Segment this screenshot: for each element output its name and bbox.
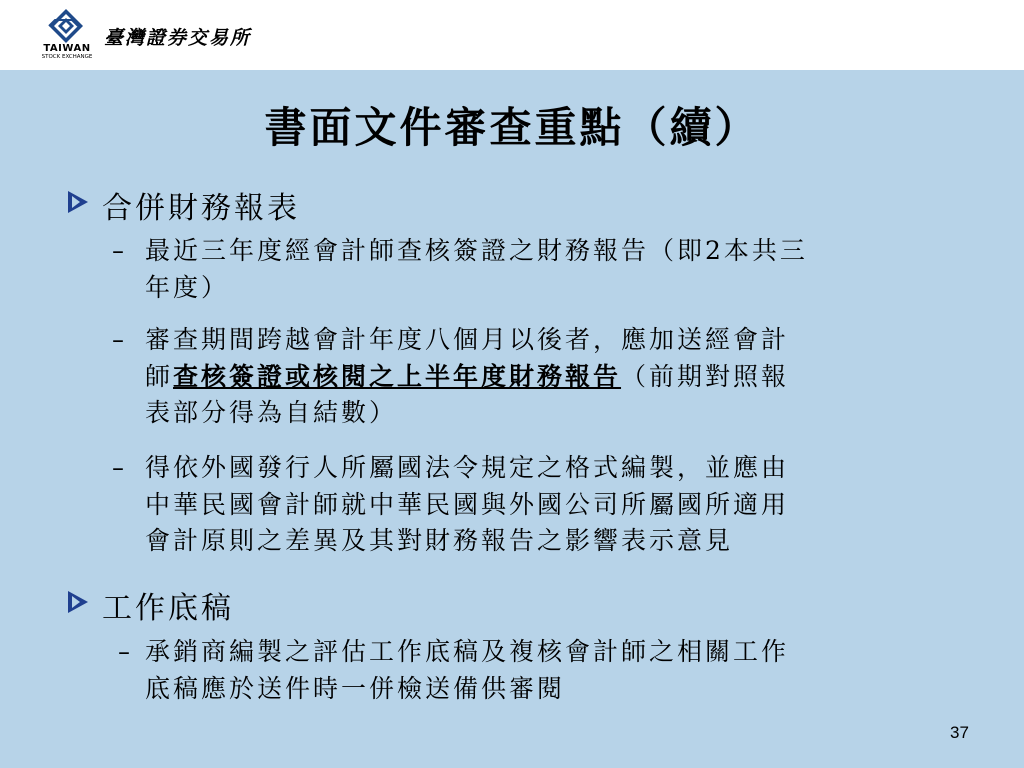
list-item: 最近三年度經會計師查核簽證之財務報告（即2本共三 年度）	[145, 236, 808, 302]
list-item: 承銷商編製之評估工作底稿及複核會計師之相關工作 底稿應於送件時一併檢送備供審閱	[145, 637, 790, 703]
header-bar	[0, 0, 1024, 70]
section-heading-financial-statements: 合併財務報表	[102, 191, 300, 226]
item-text-after: （前期對照報 表部分得為自結數）	[145, 361, 790, 427]
arrow-bullet-icon	[66, 590, 90, 614]
dash-bullet: –	[112, 326, 124, 354]
dash-bullet: –	[112, 454, 124, 482]
logo-line1: TAIWAN	[43, 43, 91, 54]
org-name: 臺灣證券交易所	[104, 27, 252, 49]
list-item: 得依外國發行人所屬國法令規定之格式編製，並應由 中華民國會計師就中華民國與外國公司所屬國所適用 會計原則之差異及其對財務報告之影響表示意見	[145, 453, 790, 555]
list-item	[145, 322, 945, 432]
item-emphasis: 查核簽證或核閱之上半年度財務報告	[173, 361, 622, 391]
page-number: 37	[950, 723, 969, 742]
arrow-bullet-icon	[66, 190, 90, 214]
slide-title: 書面文件審查重點（續）	[264, 103, 760, 152]
item-text-before: 審查期間跨越會計年度八個月以後者，應加送經會計 師	[145, 325, 790, 391]
logo-line2: STOCK EXCHANGE	[41, 54, 93, 60]
dash-bullet: –	[118, 638, 130, 666]
logo-text	[36, 44, 98, 61]
section-heading-working-papers: 工作底稿	[102, 591, 234, 626]
dash-bullet: –	[112, 237, 124, 265]
